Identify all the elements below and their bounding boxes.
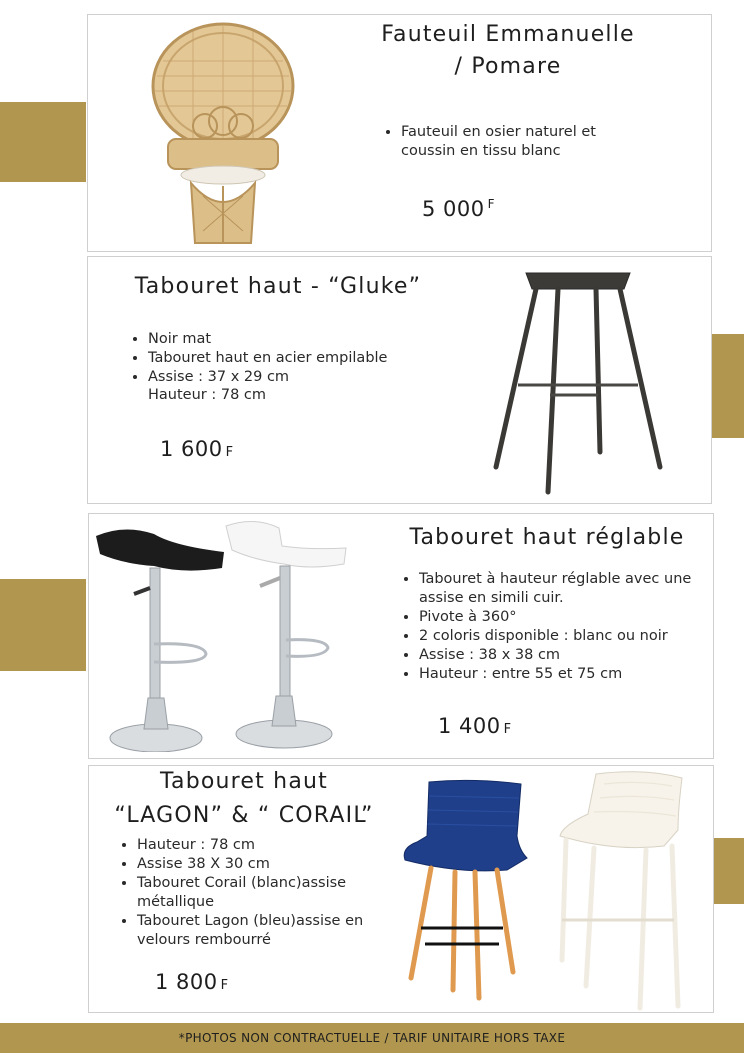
price-reglable [438,714,512,738]
product-title-gluke [118,271,438,303]
price-value: 1 400 [438,714,501,738]
white-adjustable-stool-image [224,518,349,752]
list-item: • Hauteur : entre 55 et 75 cm [419,665,719,684]
price-gluke [160,437,234,461]
list-item: • Tabouret haut en acier empilable [148,349,448,368]
list-item: • Fauteuil en osier naturel et coussin en tissu blanc [401,123,651,161]
peacock-chair-image [143,21,313,249]
price-lagon-corail [155,970,229,994]
bullet-list-reglable [401,570,719,684]
list-item: • Assise : 38 x 38 cm [419,646,719,665]
title-line-1: Fauteuil Emmanuelle [381,22,635,47]
price-fauteuil [422,197,495,221]
title-line-1: Tabouret haut réglable [409,525,685,550]
list-item: • Noir mat [148,330,448,349]
price-value: 1 600 [160,437,223,461]
gold-tab-left-1 [0,102,86,182]
extra-line-hauteur: Hauteur : 78 cm [148,387,266,403]
metal-stool-image [488,267,668,497]
price-value: 5 000 [422,197,485,221]
title-line-1: Tabouret haut - “Gluke” [134,274,422,299]
list-item: • Tabouret Lagon (bleu)assise en velours rembourré [137,912,377,950]
bullet-list-gluke [130,330,448,387]
list-item: • Assise 38 X 30 cm [137,855,377,874]
gold-tab-right-2 [712,334,744,438]
gold-tab-left-3 [0,579,86,671]
currency: F [220,978,229,993]
list-item: • Pivote à 360° [419,608,719,627]
list-item: • Tabouret Corail (blanc)assise métallique [137,874,377,912]
product-card-lagon-corail [88,765,714,1013]
title-line-2: / Pomare [454,54,562,79]
gold-tab-right-4 [714,838,744,904]
list-item: • Assise : 37 x 29 cm [148,368,448,387]
white-metal-stool-image [554,770,684,1012]
currency: F [487,197,496,211]
footer-disclaimer: *PHOTOS NON CONTRACTUELLE / TARIF UNITAIRE HORS TAXE [0,1023,744,1053]
product-card-fauteuil [87,14,712,252]
price-value: 1 800 [155,970,218,994]
currency: F [225,445,234,460]
list-item: • Tabouret à hauteur réglable avec une assise en simili cuir. [419,570,719,608]
bullet-list-lagon-corail [119,836,377,950]
title-line-1: Tabouret haut [160,769,328,794]
title-line-2: “LAGON” & “ CORAIL” [114,803,374,828]
product-title-lagon-corail [109,766,379,832]
product-title-reglable [389,522,705,554]
product-card-reglable [88,513,714,759]
bullet-list-fauteuil [383,123,651,161]
list-item: • Hauteur : 78 cm [137,836,377,855]
black-adjustable-stool-image [94,524,224,752]
product-card-gluke [87,256,712,504]
product-title-fauteuil [338,19,678,83]
currency: F [503,722,512,737]
blue-velvet-stool-image [399,778,529,1008]
list-item: • 2 coloris disponible : blanc ou noir [419,627,719,646]
